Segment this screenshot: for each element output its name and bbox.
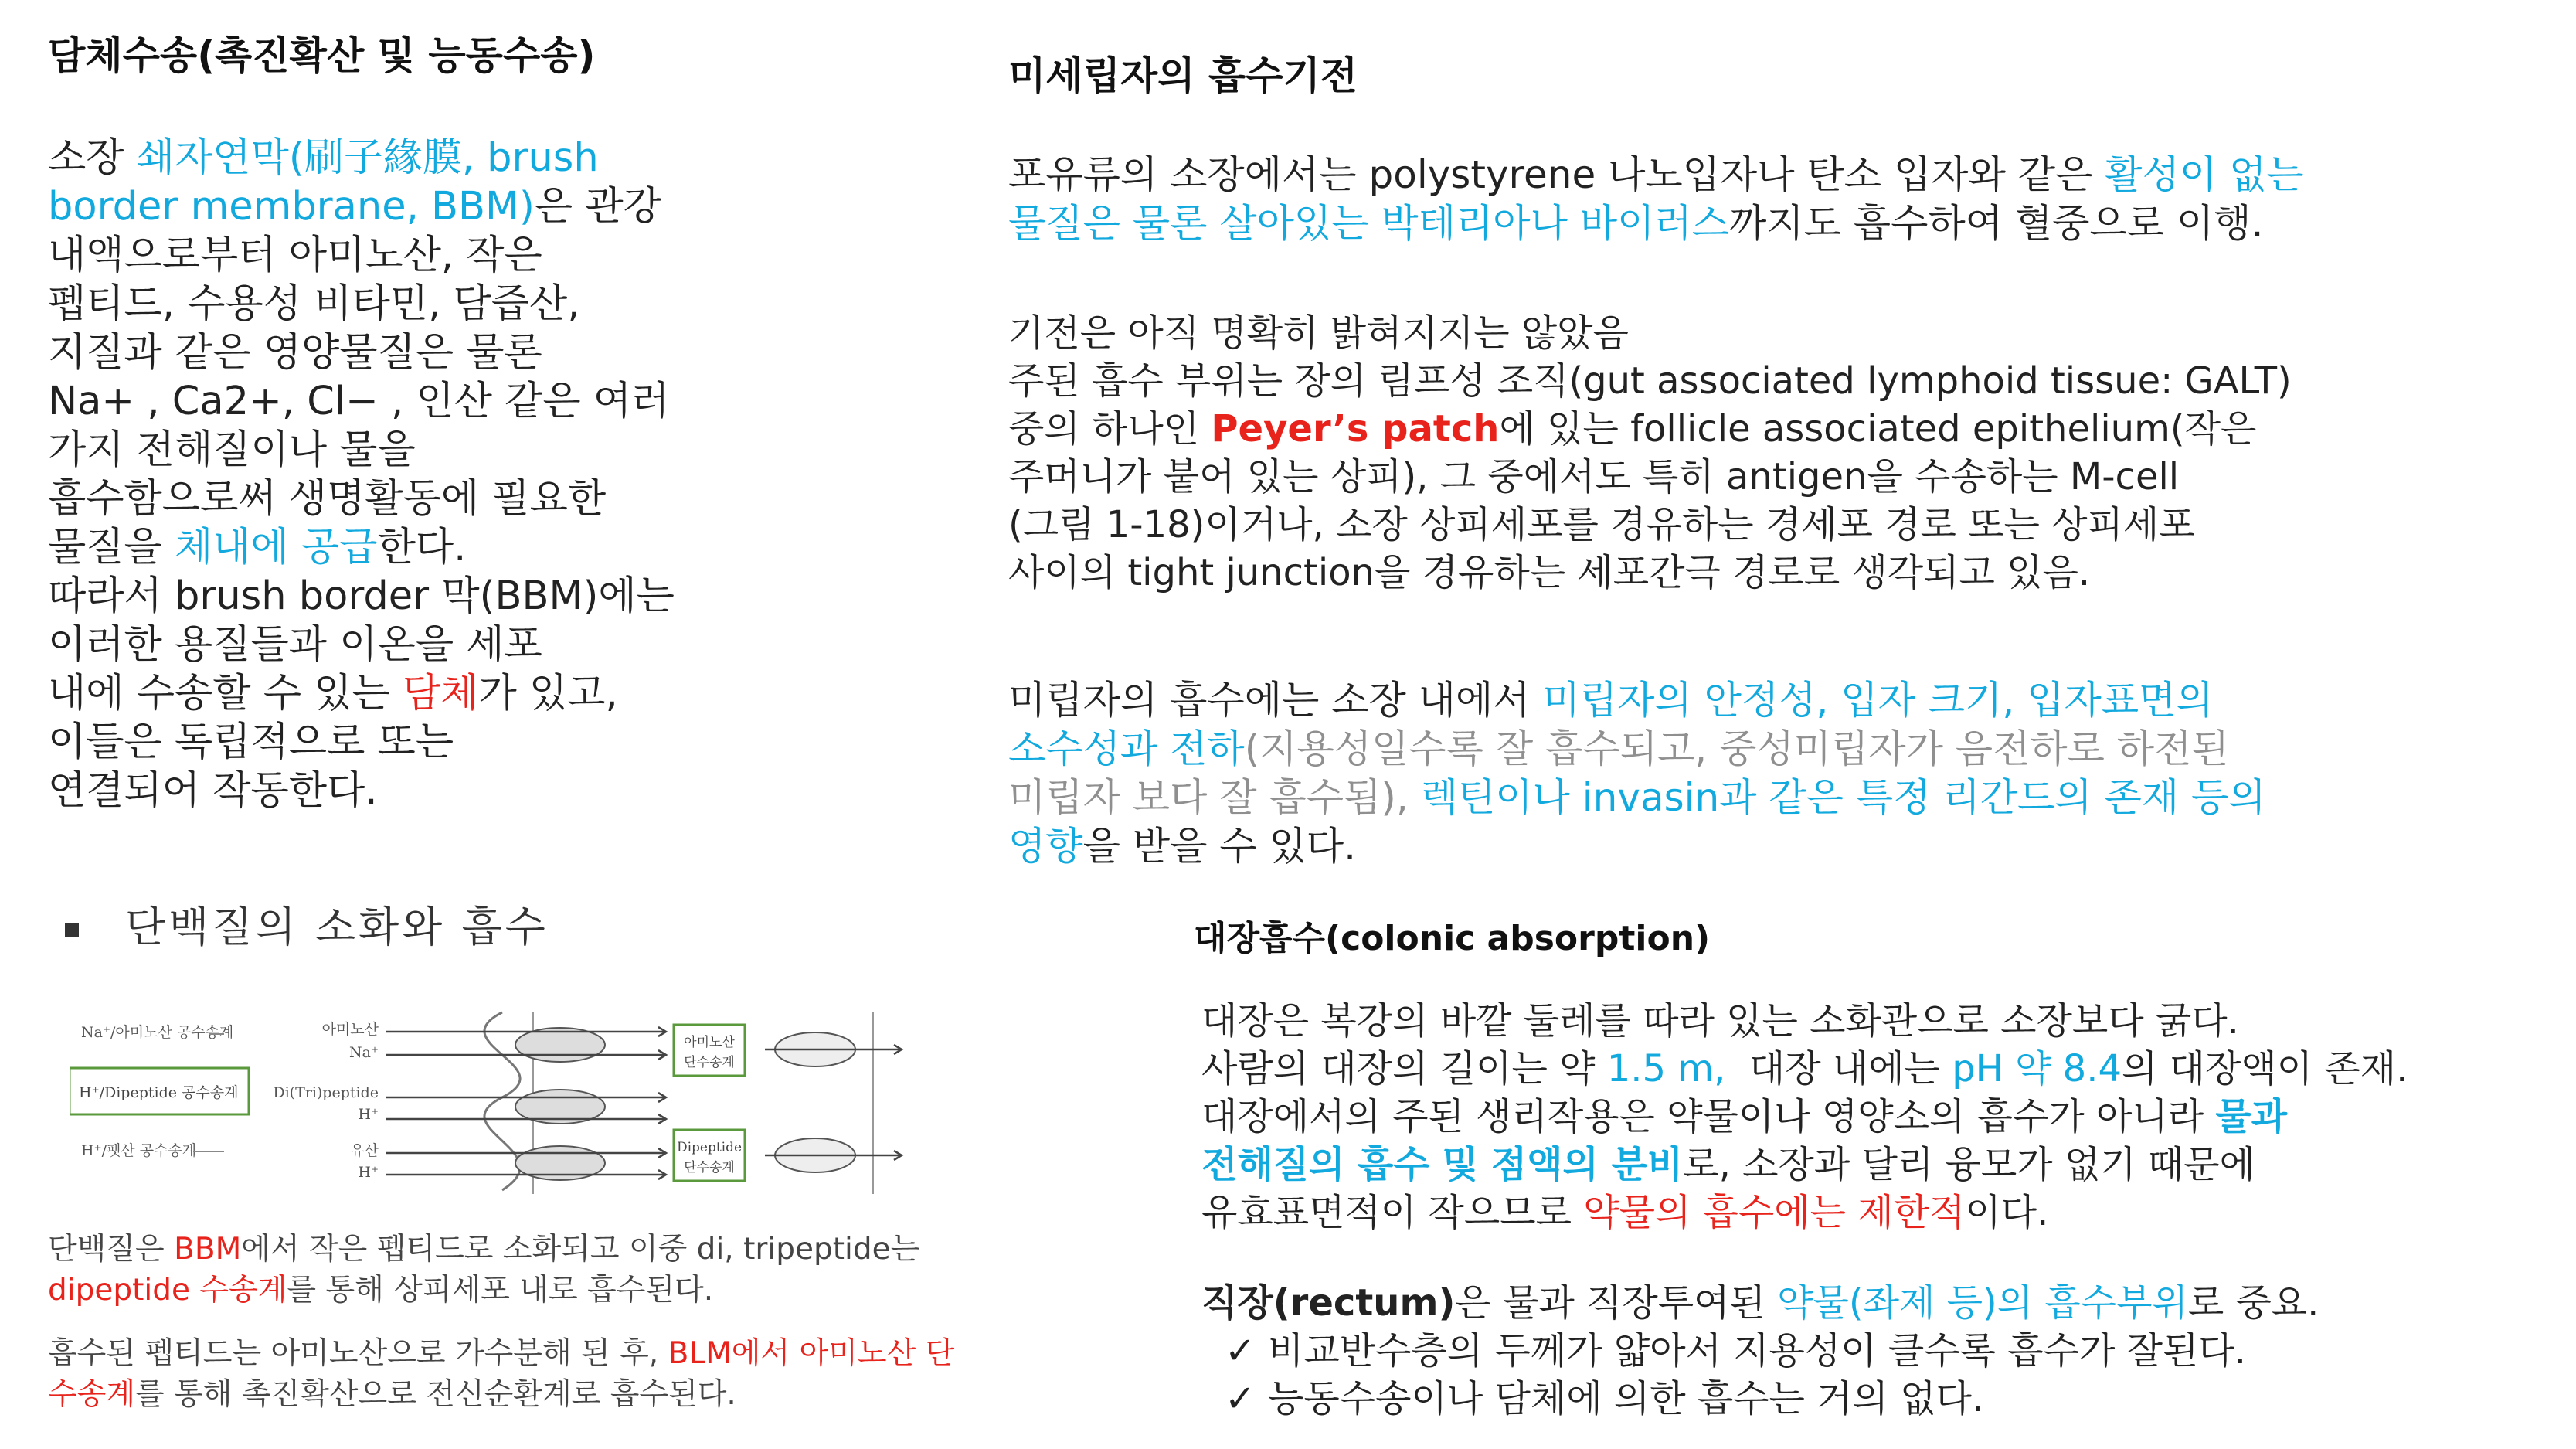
text: 대장 내에는 — [1725, 1047, 1952, 1090]
highlight: 영향 — [1008, 824, 1083, 869]
diagram-label-h-acid: H⁺/펫산 공수송계 — [81, 1142, 197, 1159]
highlight-red: 약물의 흡수에는 제한적 — [1583, 1191, 1966, 1234]
text: 단백질은 — [48, 1232, 175, 1267]
text: 흡수된 펩티드는 아미노산으로 가수분해 된 후, — [48, 1336, 668, 1371]
diagram-label-h2: H⁺ — [358, 1164, 379, 1181]
text: 은 물과 직장투여된 — [1455, 1281, 1778, 1325]
text-line: 따라서 brush border 막(BBM)에는 — [48, 573, 675, 619]
diagram-label-h1: H⁺ — [358, 1106, 379, 1123]
transport-diagram-svg — [70, 997, 919, 1206]
rectum-term: 직장(rectum) — [1201, 1281, 1456, 1325]
highlight: BLM에서 아미노산 단 — [668, 1336, 955, 1371]
text-line: 내액으로부터 아미노산, 작은 — [48, 233, 542, 278]
text: 를 통해 상피세포 내로 흡수된다. — [287, 1273, 714, 1308]
text: 중의 하나인 — [1008, 407, 1212, 451]
text-line: 대장은 복강의 바깥 둘레를 따라 있는 소화관으로 소장보다 굵다. — [1201, 999, 2239, 1043]
highlight-supply: 체내에 공급 — [175, 525, 378, 570]
bullet-item — [48, 900, 549, 954]
text-line: 이들은 독립적으로 또는 — [48, 719, 454, 765]
box-label: 단수송계 — [684, 1055, 735, 1070]
check-item-2: 능동수송이나 담체에 의한 흡수는 거의 없다. — [1268, 1377, 1984, 1420]
text-line: 기전은 아직 명확히 밝혀지지는 않았음 — [1008, 311, 1629, 355]
peyers-patch-highlight: Peyer’s patch — [1211, 407, 1500, 451]
bullet-square-icon — [65, 923, 79, 937]
highlight: 렉틴이나 invasin과 같은 특정 리간드의 존재 등의 — [1420, 775, 2266, 820]
text-line: 이러한 용질들과 이온을 세포 — [48, 622, 542, 668]
highlight-bold: 전해질의 흡수 및 점액의 분비 — [1201, 1143, 1684, 1186]
text: 로, 소장과 달리 융모가 없기 때문에 — [1683, 1143, 2255, 1186]
text: 사람의 대장의 길이는 약 — [1201, 1047, 1607, 1090]
diagram-label-h-dipeptide: H⁺/Dipeptide 공수송계 — [79, 1084, 239, 1101]
text: 에 있는 follicle associated epithelium(작은 — [1499, 407, 2257, 451]
text: 유효표면적이 작으므로 — [1201, 1191, 1584, 1234]
text: 로 중요. — [2187, 1281, 2319, 1325]
text: 포유류의 소장에서는 polystyrene 나노입자나 탄소 입자와 같은 — [1008, 152, 2105, 197]
gray-note: 미립자 보다 잘 흡수됨), — [1008, 775, 1421, 820]
text: 한다. — [377, 525, 467, 570]
text: 까지도 흡수하여 혈중으로 이행. — [1728, 201, 2264, 246]
highlight: 미립자의 안정성, 입자 크기, 입자표면의 — [1542, 678, 2214, 723]
gray-note: (지용성일수록 잘 흡수되고, 중성미립자가 음전하로 하전된 — [1244, 726, 2229, 771]
rectum-para — [1201, 1279, 2319, 1423]
caption-1 — [48, 1229, 919, 1311]
check-icon: ✓ — [1225, 1377, 1256, 1420]
text-line: 흡수함으로써 생명활동에 필요한 — [48, 476, 607, 522]
colon-para — [1201, 997, 2408, 1236]
caption-2 — [48, 1333, 954, 1415]
text-line: 주된 흡수 부위는 장의 림프성 조직(gut associated lymphoid tissue: GALT) — [1008, 359, 2292, 403]
diagram-label-amino: 아미노산 — [321, 1021, 379, 1038]
text-line: 주머니가 붙어 있는 상피), 그 중에서도 특히 antigen을 수송하는 M-cell — [1008, 455, 2180, 498]
transport-diagram — [70, 997, 919, 1206]
text: 내에 수송할 수 있는 — [48, 671, 403, 716]
bullet-text: 단백질의 소화와 흡수 — [125, 903, 549, 951]
right-para-3 — [1008, 676, 2266, 871]
text-line: Na+ , Ca2+, Cl− , 인산 같은 여러 — [48, 379, 670, 424]
highlight: BBM — [174, 1232, 242, 1267]
highlight: pH 약 8.4 — [1952, 1047, 2122, 1090]
left-title: 담체수송(촉진확산 및 능동수송) — [48, 33, 596, 78]
diagram-label-na: Na⁺/아미노산 공수송계 — [81, 1024, 234, 1041]
box-label: Dipeptide — [676, 1140, 743, 1155]
highlight-carrier: 담체 — [402, 671, 479, 716]
highlight: 물질은 물론 살아있는 박테리아나 바이러스 — [1008, 201, 1729, 246]
transporter-ellipse — [515, 1028, 605, 1062]
text-line: 지질과 같은 영양물질은 물론 — [48, 330, 542, 376]
highlight: 활성이 없는 — [2105, 152, 2304, 197]
diagram-label-ditri: Di(Tri)peptide — [273, 1084, 379, 1101]
diagram-label-na-ion: Na⁺ — [349, 1044, 379, 1061]
box-label: 아미노산 — [684, 1035, 735, 1050]
right-title: 미세립자의 흡수기전 — [1008, 53, 1358, 98]
text: 소장 — [48, 135, 137, 181]
highlight-bbm: 쇄자연막(刷子緣膜, brush — [136, 135, 599, 181]
text: 미립자의 흡수에는 소장 내에서 — [1008, 678, 1543, 723]
text-line: 연결되어 작동한다. — [48, 768, 378, 814]
highlight: 수송계 — [48, 1377, 136, 1412]
text: 를 통해 촉진확산으로 전신순환계로 흡수된다. — [135, 1377, 736, 1412]
right-para-1 — [1008, 151, 2304, 248]
check-icon: ✓ — [1225, 1329, 1256, 1372]
colon-title: 대장흡수(colonic absorption) — [1194, 919, 1711, 958]
box-label: 단수송계 — [684, 1160, 735, 1175]
diagram-label-yusan: 유산 — [350, 1142, 379, 1159]
text: 의 대장액이 존재. — [2122, 1047, 2408, 1090]
highlight: dipeptide 수송계 — [48, 1273, 287, 1308]
highlight-bold: 물과 — [2215, 1095, 2288, 1138]
check-item-1: 비교반수층의 두께가 얇아서 지용성이 클수록 흡수가 잘된다. — [1268, 1329, 2247, 1372]
text-line: 펩티드, 수용성 비타민, 담즙산, — [48, 281, 580, 327]
left-intro — [48, 134, 675, 815]
highlight: 소수성과 전하 — [1008, 726, 1245, 771]
text: 을 받을 수 있다. — [1082, 824, 1356, 869]
text: 이다. — [1965, 1191, 2049, 1234]
text-line: 사이의 tight junction을 경유하는 세포간극 경로로 생각되고 있음. — [1008, 551, 2091, 594]
right-para-2 — [1008, 309, 2292, 597]
text: 은 관강 — [534, 184, 661, 230]
text-line: 가지 전해질이나 물을 — [48, 427, 416, 473]
text: 에서 작은 펩티드로 소화되고 이중 di, tripeptide는 — [241, 1232, 920, 1267]
text-line: (그림 1-18)이거나, 소장 상피세포를 경유하는 경세포 경로 또는 상피세포 — [1008, 503, 2195, 546]
text: 대장에서의 주된 생리작용은 약물이나 영양소의 흡수가 아니라 — [1201, 1095, 2216, 1138]
highlight: 약물(좌제 등)의 흡수부위 — [1777, 1281, 2188, 1325]
text: 가 있고, — [478, 671, 618, 716]
highlight: 1.5 m, — [1606, 1047, 1726, 1090]
text: 물질을 — [48, 525, 175, 570]
highlight-bbm-2: border membrane, BBM) — [48, 184, 535, 230]
